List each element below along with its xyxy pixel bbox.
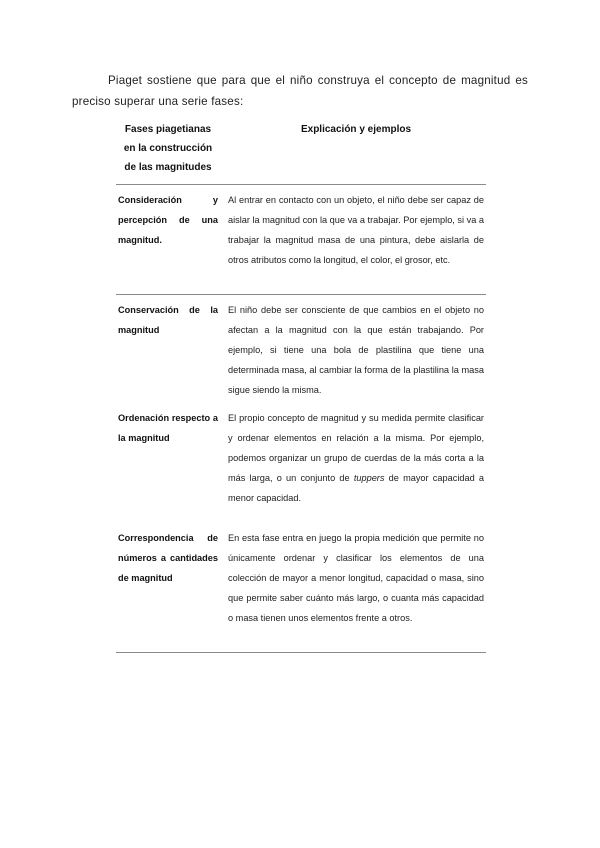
table-header-rule bbox=[116, 184, 486, 185]
row-4-phase: Correspondencia de números a cantidades de magnitud bbox=[118, 533, 218, 583]
row-3-explanation-text-a: El propio concepto de magnitud y su medida permite clasificar y ordenar elementos en relación a la misma. Por ejemplo, podemos organizar un grupo de cuerdas de la más corta a la más larga, o un conjunto de bbox=[228, 413, 484, 483]
table-bottom-rule bbox=[116, 652, 486, 653]
row-1-explanation: Al entrar en contacto con un objeto, el niño debe ser capaz de aislar la magnitud con la que va a trabajar. Por ejemplo, si va a trabajar la magnitud masa de una pintura, debe aislarla de otros atributos como la longitud, el color, el grosor, etc. bbox=[228, 195, 484, 265]
row-3-explanation-emphasis: tuppers bbox=[353, 473, 385, 483]
intro-paragraph: Piaget sostiene que para que el niño construya el concepto de magnitud es preciso superar una serie fases: bbox=[72, 74, 528, 108]
row-3-explanation bbox=[228, 408, 484, 508]
row-1-phase: Consideración y percepción de una magnitud. bbox=[118, 195, 218, 245]
table-header-phases: Fases piagetianas en la construcción de las magnitudes bbox=[123, 124, 213, 173]
table-header-explanation: Explicación y ejemplos bbox=[300, 124, 412, 135]
row-3-explanation-text-b: de mayor capacidad a menor capacidad. bbox=[228, 473, 484, 503]
row-4-explanation: En esta fase entra en juego la propia medición que permite no únicamente ordenar y clasificar los elementos de una colección de mayor a menor longitud, capacidad o masa, sino que permite saber cuánto más largo, o cuanta más capacidad o masa tienen unos elementos frente a otros. bbox=[228, 533, 484, 623]
row-1-rule bbox=[116, 294, 486, 295]
row-2-explanation: El niño debe ser consciente de que cambios en el objeto no afectan a la magnitud con la que están trabajando. Por ejemplo, si tiene una bola de plastilina que tiene una determinada masa, al cambiar la forma de la plastilina la masa sigue siendo la misma. bbox=[228, 305, 484, 395]
row-3-phase: Ordenación respecto a la magnitud bbox=[118, 413, 218, 443]
row-2-phase: Conservación de la magnitud bbox=[118, 305, 218, 335]
